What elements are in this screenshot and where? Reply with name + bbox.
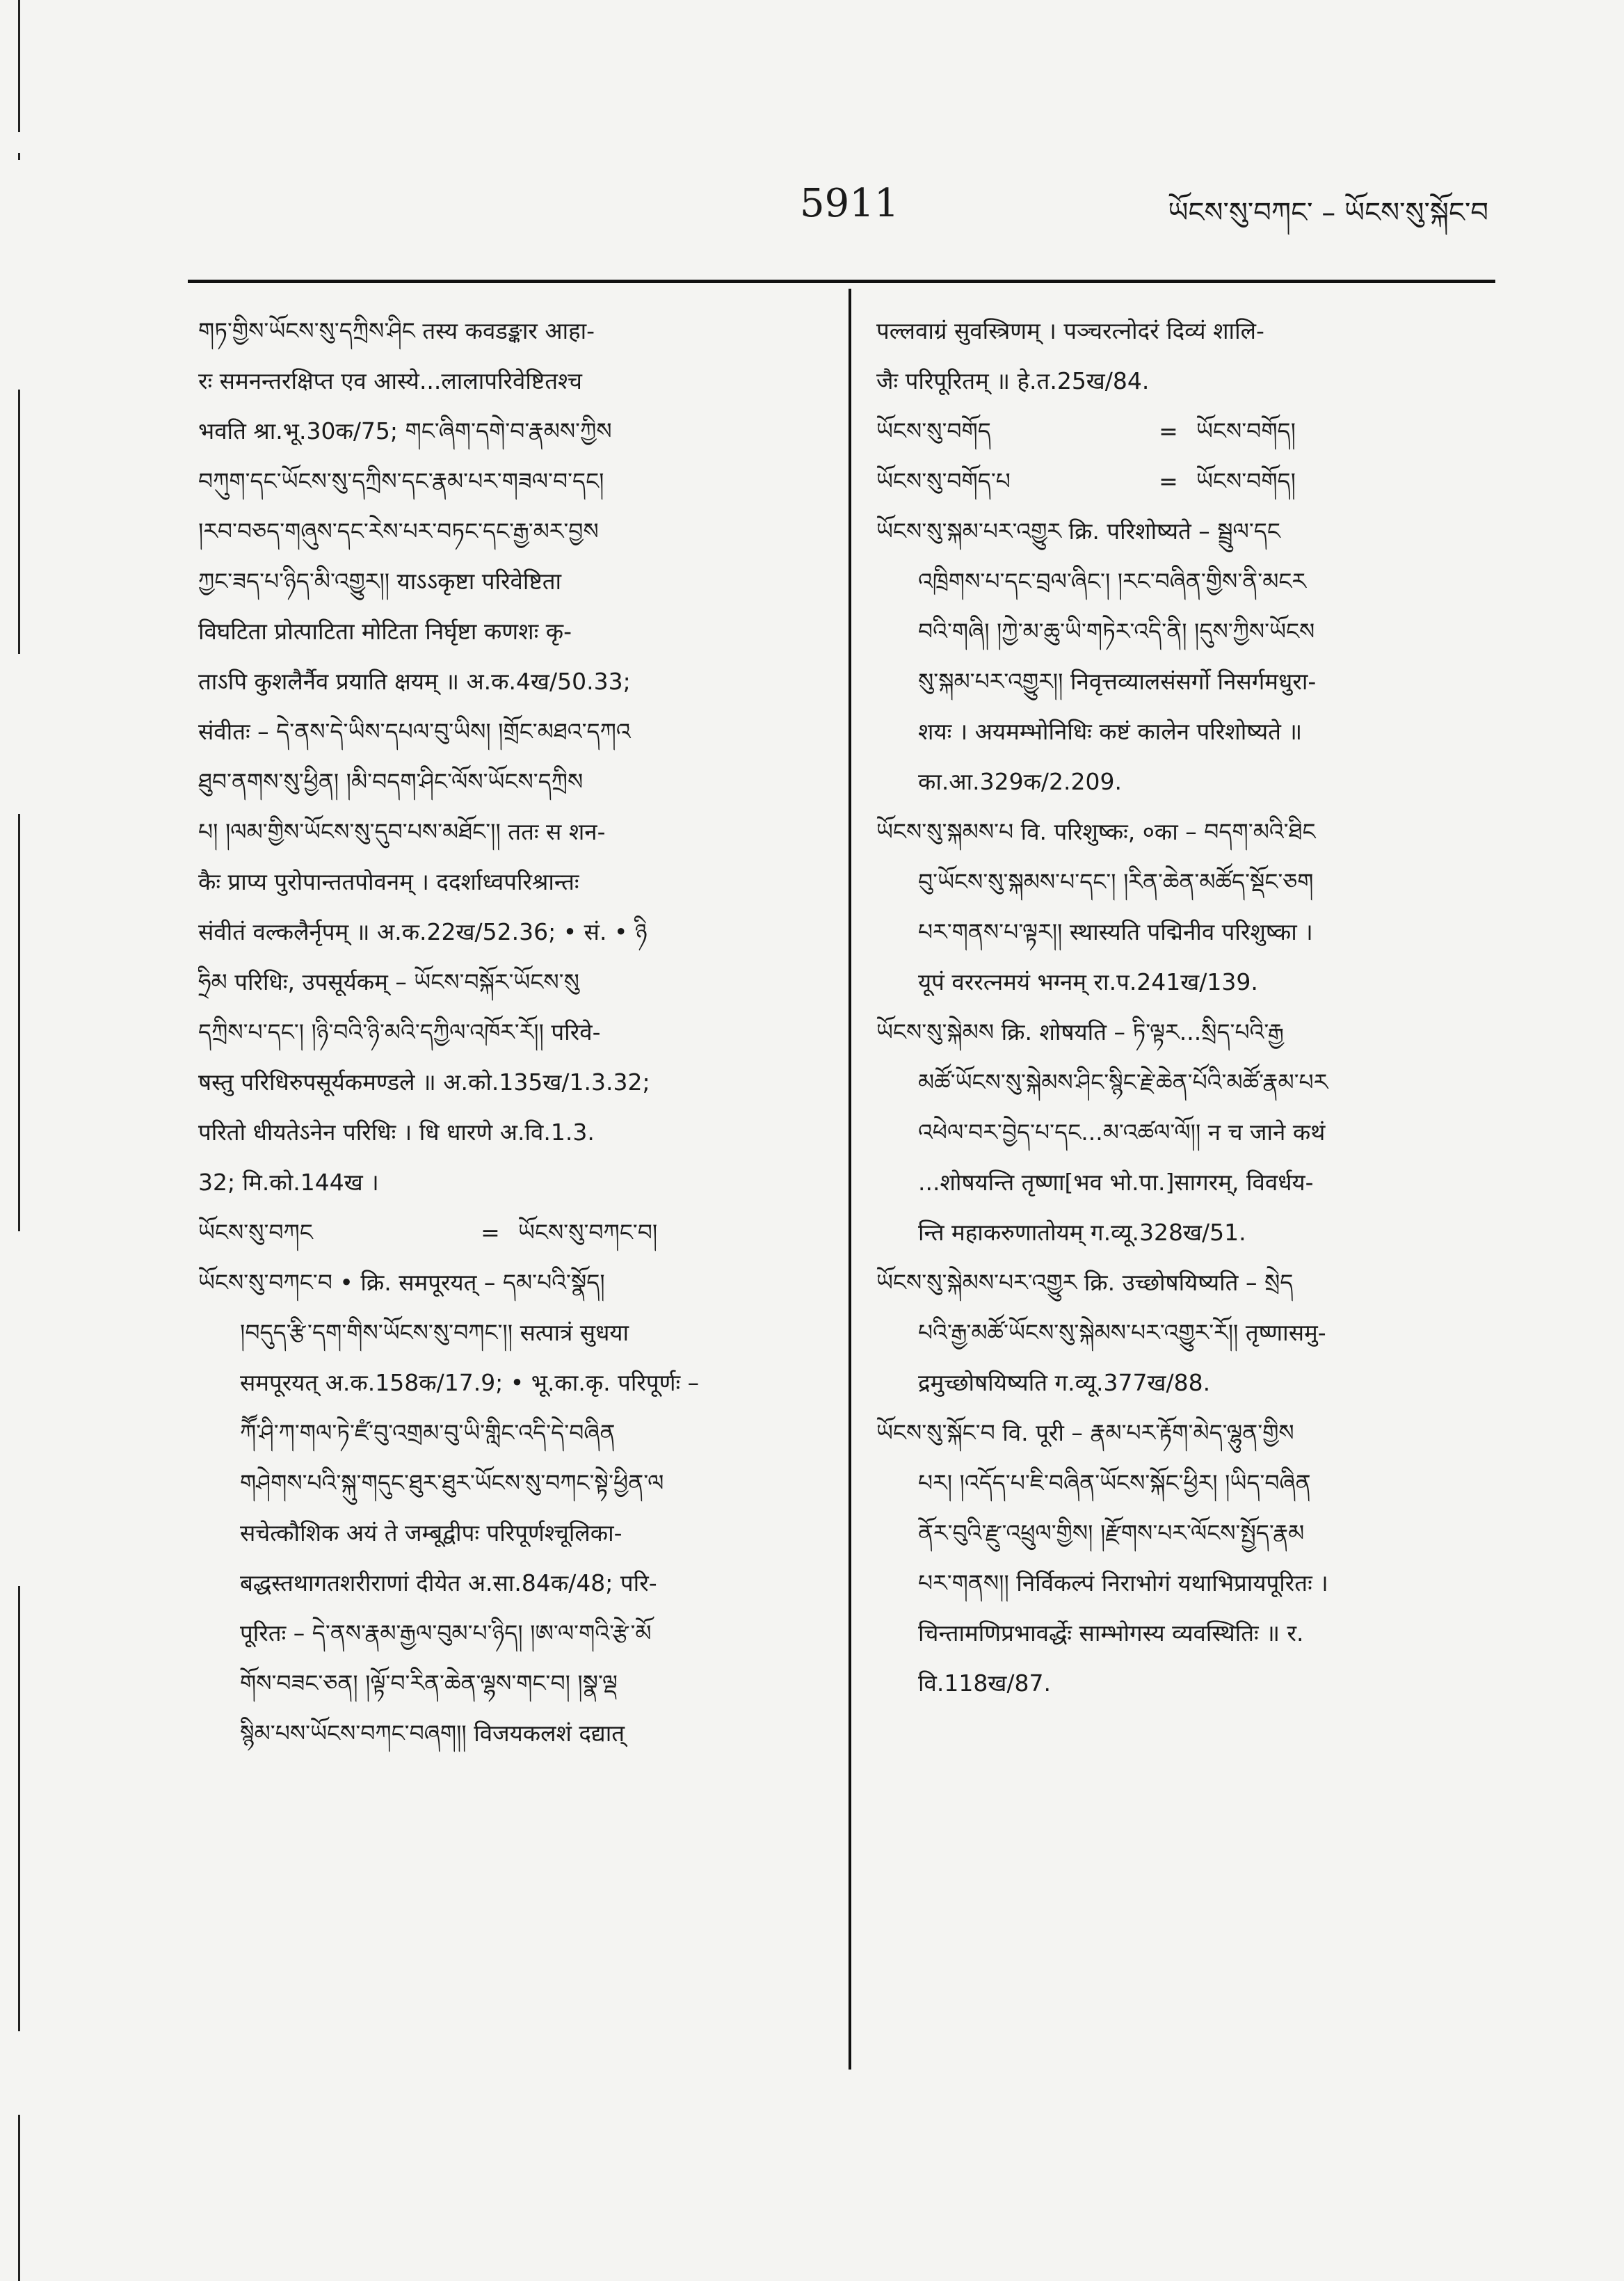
entry-head-line: ཡོངས་སུ་སྐེམས क्रि. शोषयति – ཏི་ལྟར...སྲིད་པའི་རྒྱ — [876, 1018, 1284, 1046]
entry-text-line: འཕེལ་བར་བྱེད་པ་དང...མ་འཚལ་ལོ།། न च जाने कथं — [918, 1119, 1326, 1146]
equals-sign: = — [481, 1219, 500, 1246]
cross-reference-entry — [198, 1208, 824, 1258]
entry-text-line: ཀྱང་ཟད་པ་ཉིད་མི་འགྱུར།། याऽऽकृष्टा परिवेष्टिता — [198, 568, 562, 595]
entry-text-line: पल्लवाग्रं सुवस्त्रिणम् । पञ्चरत्नोदरं दिव्यं शालि- — [876, 317, 1264, 344]
entry-text-line: གཏ་གྱིས་ཡོངས་སུ་དཀྲིས་ཤིང तस्य कवडङ्कार आहा- — [198, 317, 595, 344]
entry-text-line: शयः । अयमम्भोनिधिः कष्टं कालेन परिशोष्यते ॥ — [918, 718, 1303, 745]
entry-text-line: བའི་གཞི། །ཀྱེ་མ་ཆུ་ཡི་གཏེར་འདི་ནི། །དུས་ཀྱིས་ཡོངས — [918, 618, 1315, 645]
entry-text-line: བཀུག་དང་ཡོངས་སུ་དཀྲིས་དང་རྣམ་པར་གཟལ་བ་དང། — [198, 467, 604, 495]
entry-text-line: འཁྲིགས་པ་དང་བྲལ་ཞིང་། །རང་བཞིན་གྱིས་ནི་མངར — [918, 568, 1306, 595]
entry-text-line: གོས་བཟང་ཅན། །ལྟོ་བ་རིན་ཆེན་ལྷས་གང་བ། །སྣ་ལྡ — [240, 1670, 618, 1697]
headword: ཡོངས་སུ་བཀང — [198, 1219, 313, 1246]
entry-text-line: །བདུད་རྩི་དག་གིས་ཡོངས་སུ་བཀང་།། सत्पात्रं सुधया — [240, 1319, 629, 1346]
entry-text-line: པར་གནས་པ་ལྟར།། स्थास्यति पद्मिनीव परिशुष्का । — [918, 918, 1313, 945]
headword: ཡོངས་སུ་བགོད — [876, 417, 991, 445]
entry-text-line: द्रमुच्छोषयिष्यति ग.व्यू.377ख/88. — [918, 1369, 1211, 1396]
page-header — [188, 174, 1495, 257]
entry-text-line: ཐུབ་ནགས་སུ་ཕྱིན། །མི་བདག་ཤིང་ལོས་ཡོངས་དཀྲིས — [198, 768, 584, 795]
entry-text-line: ཀཽ་ཤི་ཀ་གལ་ཏེ་ཛཾ་བུ་འགྲམ་བུ་ཡི་གླིང་འདི་དེ་བཞིན — [240, 1419, 616, 1446]
entry-text-line: कैः प्राप्य पुरोपान्ततपोवनम् । ददर्शाध्वपरिश्रान्तः — [198, 868, 579, 895]
cross-reference-target: ཡོངས་བགོད། — [1196, 467, 1296, 495]
headword: ཡོངས་སུ་བགོད་པ — [876, 467, 1011, 495]
entry-text-line: षस्तु परिधिरुपसूर्यकमण्डले ॥ अ.को.135ख/1.3.32; — [198, 1069, 650, 1096]
entry-text-line: न्ति महाकरुणातोयम् ग.व्यू.328ख/51. — [918, 1219, 1246, 1246]
entry-head-line: ཡོངས་སུ་སྐམ་པར་འགྱུར क्रि. परिशोष्यते – སྦྲུལ་དང — [876, 518, 1280, 545]
entry-text-line: संवीतं वल्कलैर्नृपम् ॥ अ.क.22ख/52.36; • सं. • ཉི — [198, 918, 648, 945]
entry-text-line: ནོར་བུའི་རྫུ་འཕྲུལ་གྱིས། །རྫོགས་པར་ལོངས་སྤྱོད་རྣམ — [918, 1519, 1305, 1546]
entry-text-line: ...शोषयन्ति तृष्णा[भव भो.पा.]सागरम्, विवर्धय- — [918, 1169, 1314, 1196]
running-head: ཡོངས་སུ་བཀང་ – ཡོངས་སུ་སྐོང་བ — [1168, 197, 1488, 229]
entry-head-line: ཡོངས་སུ་སྐེམས་པར་འགྱུར क्रि. उच्छोषयिष्यति – སྲེད — [876, 1269, 1294, 1296]
entry-text-line: भवति श्रा.भू.30क/75; གང་ཞིག་དགེ་བ་རྣམས་ཀྱིས — [198, 417, 612, 445]
entry-head-line: ཡོངས་སུ་སྐམས་པ वि. परिशुष्कः, ०का – བདག་མའི་ཐིང — [876, 818, 1316, 845]
cross-reference-entry — [876, 456, 1502, 506]
entry-head-line: ཡོངས་སུ་སྐོང་བ वि. पूरी – རྣམ་པར་རྟོག་མེད་ལྷུན་གྱིས — [876, 1419, 1294, 1446]
entry-text-line: དཀྲིས་པ་དང་། །ཉི་བའི་ཉི་མའི་དཀྱིལ་འཁོར་རོ།། परिवे- — [198, 1018, 601, 1046]
entry-text-line: पूरितः – དེ་ནས་རྣམ་རྒྱལ་བུམ་པ་ཉིད། །ཨ་ལ་གའི་རྩེ་མོ — [240, 1619, 652, 1647]
entry-text-line: ताऽपि कुशलैर्नैव प्रयाति क्षयम् ॥ अ.क.4ख/50.33; — [198, 668, 631, 695]
left-column — [198, 306, 824, 1759]
entry-text-line: का.आ.329क/2.209. — [918, 768, 1123, 795]
header-rule — [188, 280, 1495, 283]
entry-text-line: बद्धस्तथागतशरीराणां दीयेत अ.सा.84क/48; परि- — [240, 1569, 657, 1596]
entry-text-line: པའི་རྒྱ་མཚོ་ཡོངས་སུ་སྐེམས་པར་འགྱུར་རོ།། तृष्णासमु- — [918, 1319, 1326, 1346]
cross-reference-entry — [876, 406, 1502, 456]
entry-text-line: रः समनन्तरक्षिप्त एव आस्ये...लालापरिवेष्टितश्च — [198, 367, 582, 394]
entry-text-line: संवीतः – དེ་ནས་དེ་ཡིས་དཔལ་བུ་ཡིས། །གྲོང་མཐའ་དཀའ — [198, 718, 631, 745]
page-number: 5911 — [800, 181, 899, 226]
entry-text-line: समपूरयत् अ.क.158क/17.9; • भू.का.कृ. परिपूर्णः – — [240, 1369, 700, 1396]
entry-head-line: ཡོངས་སུ་བཀང་བ • क्रि. समपूरयत् – དམ་པའི་སྣོད། — [198, 1269, 605, 1296]
entry-text-line: པར་གནས།། निर्विकल्पं निराभोगं यथाभिप्रायपूरितः । — [918, 1569, 1328, 1596]
entry-text-line: གཤེགས་པའི་སྐུ་གདུང་ཐུར་ཐུར་ཡོངས་སུ་བཀང་སྟེ་ཕྱིན་ལ — [240, 1469, 664, 1496]
entry-text-line: यूपं वररत्नमयं भग्नम् रा.प.241ख/139. — [918, 968, 1258, 995]
cross-reference-target: ཡོངས་བགོད། — [1196, 417, 1296, 445]
entry-text-line: སྙིམ་པས་ཡོངས་བཀང་བཞག།། विजयकलशं दद्यात् — [240, 1720, 625, 1747]
binding-edge — [0, 0, 42, 2281]
entry-text-line: वि.118ख/87. — [918, 1670, 1051, 1697]
entry-text-line: སུ་སྐམ་པར་འགྱུར།། निवृत्तव्यालसंसर्गो निसर्गमधुरा- — [918, 668, 1317, 695]
equals-sign: = — [1159, 467, 1178, 495]
right-column — [876, 306, 1502, 1708]
entry-text-line: པར། །འདོད་པ་ཇི་བཞིན་ཡོངས་སྐོང་ཕྱིར། །ཡིད་བཞིན — [918, 1469, 1311, 1496]
equals-sign: = — [1159, 417, 1178, 445]
entry-text-line: །རབ་བཅད་གཞུས་དང་རེས་པར་བཏང་དང་རྒྱ་མར་བྱས — [198, 518, 599, 545]
cross-reference-target: ཡོངས་སུ་བཀང་བ། — [518, 1219, 658, 1246]
entry-text-line: 32; मि.को.144ख । — [198, 1169, 379, 1196]
entry-text-line: བུ་ཡོངས་སུ་སྐམས་པ་དང་། །རིན་ཆེན་མཚོད་སྡོང་ཅག — [918, 868, 1314, 895]
entry-text-line: परितो धीयतेऽनेन परिधिः । धि धारणे अ.वि.1.3. — [198, 1119, 595, 1146]
entry-text-line: མཚོ་ཡོངས་སུ་སྐེམས་ཤིང་སྙིང་རྗེ་ཆེན་པོའི་མཚོ་རྣམ་པར — [918, 1069, 1328, 1096]
entry-text-line: པ། །ལམ་གྱིས་ཡོངས་སུ་དུབ་པས་མཐོང་།། ततः स शन- — [198, 818, 606, 845]
entry-text-line: सचेत्कौशिक अयं ते जम्बूद्वीपः परिपूर्णश्चूलिका- — [240, 1519, 622, 1546]
entry-text-line: चिन्तामणिप्रभावर्द्धेः साम्भोगस्य व्यवस्थितिः ॥ र. — [918, 1619, 1304, 1647]
entry-text-line: विघटिता प्रोत्पाटिता मोटिता निर्घृष्टा कणशः कृ- — [198, 618, 572, 645]
entry-text-line: ཧྲིམ परिधिः, उपसूर्यकम् – ཡོངས་བསྐོར་ཡོངས་སུ — [198, 968, 579, 995]
entry-text-line: जैः परिपूरितम् ॥ हे.त.25ख/84. — [876, 367, 1150, 394]
column-divider — [849, 289, 851, 2070]
